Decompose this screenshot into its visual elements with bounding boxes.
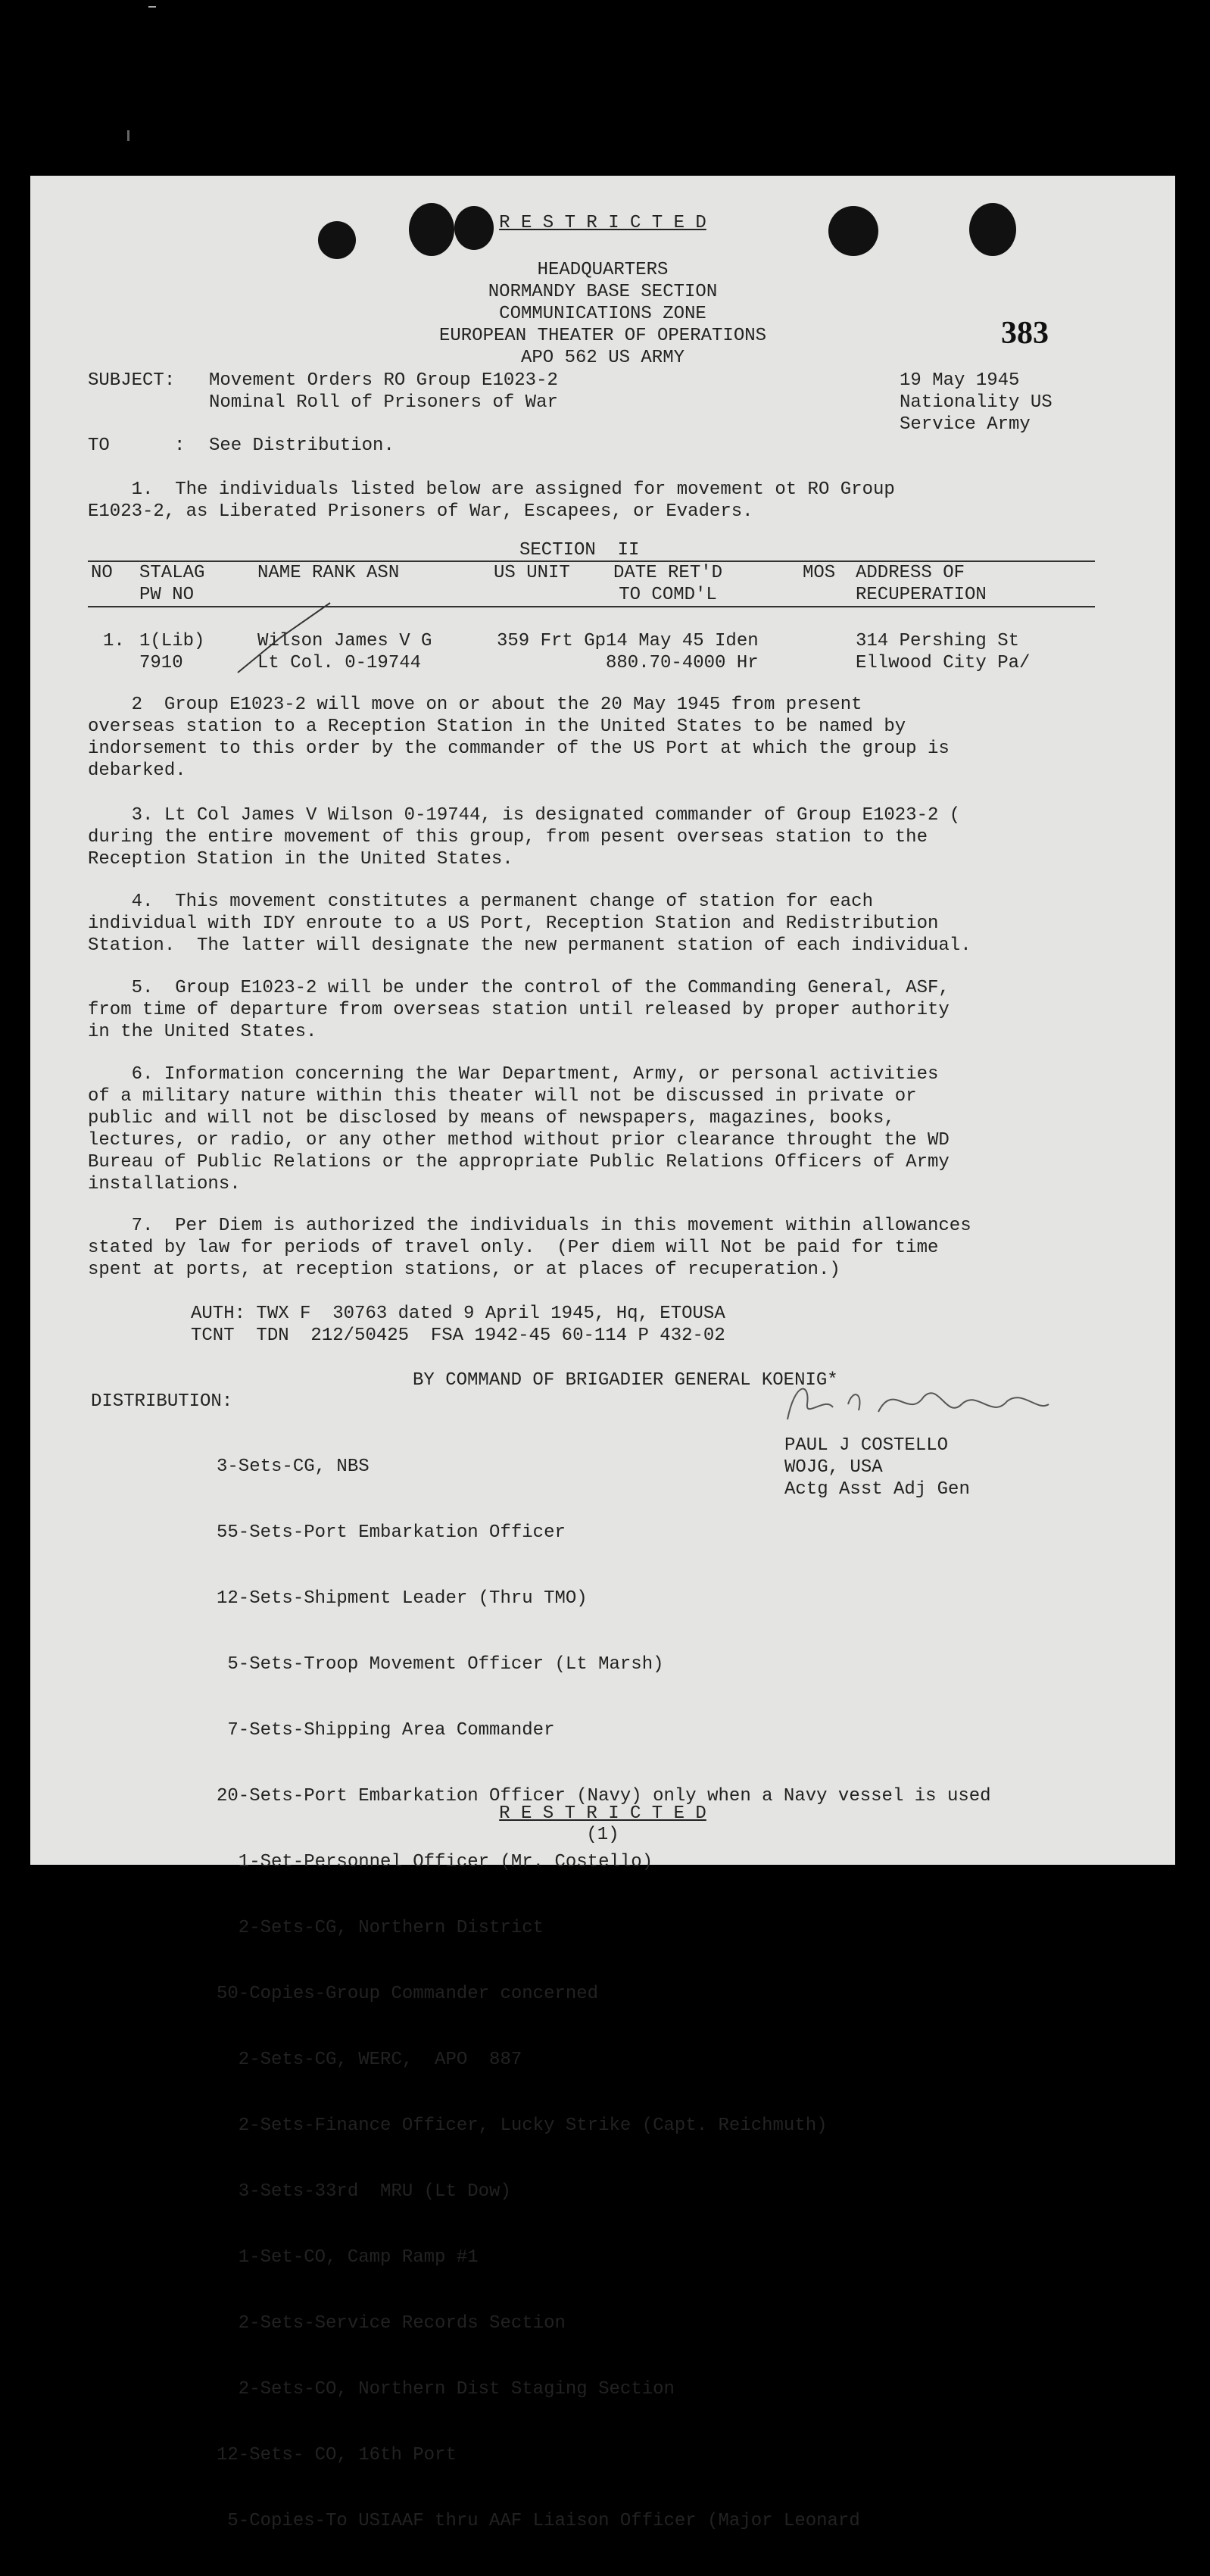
subject-line: Movement Orders RO Group E1023-2 xyxy=(209,370,558,391)
col-header-no: NO xyxy=(91,563,113,583)
to-colon: : xyxy=(174,436,186,456)
subject-label: SUBJECT: xyxy=(88,370,176,391)
col-header-name: NAME RANK ASN xyxy=(257,563,400,583)
distribution-list xyxy=(217,1412,991,2576)
col-header-address: ADDRESS OF RECUPERATION xyxy=(856,563,987,605)
distribution-item: 20-Sets-Port Embarkation Officer (Navy) only when a Navy vessel is used xyxy=(217,1786,991,1806)
service: Service Army xyxy=(900,414,1031,435)
authority-line: AUTH: TWX F 30763 dated 9 April 1945, Hq, ETOUSA TCNT TDN 212/50425 FSA 1942-45 60-114 P 432-02 xyxy=(191,1304,725,1346)
handwritten-signature xyxy=(780,1374,1053,1435)
distribution-item: 2-Sets-CO, Northern Dist Staging Section xyxy=(217,2379,675,2400)
paragraph-6: 6. Information concerning the War Department, Army, or personal activities of a military nature within this theater will not be discussed in private or public and will not be disclosed by means of newspapers, magazines, books, lectures, or radio, or any other method without prior clearance throught the WD Bureau of Public Relations or the appropriate Public Relations Officers of Army installations. xyxy=(88,1064,950,1194)
scan-mark xyxy=(127,130,129,141)
signer-rank: WOJG, USA xyxy=(784,1457,883,1478)
distribution-item: 5-Copies-To USIAAF thru AAF Liaison Officer (Major Leonard xyxy=(217,2511,860,2531)
distribution-item: 2-Sets-CG, Northern District xyxy=(217,1918,544,1938)
header-line: APO 562 US ARMY xyxy=(520,348,685,368)
col-header-mos: MOS xyxy=(803,563,836,583)
paragraph-1: 1. The individuals listed below are assigned for movement ot RO Group E1023-2, as Liberated Prisoners of War, Escapees, or Evaders. xyxy=(88,479,895,522)
distribution-item: 3-Sets-CG, NBS xyxy=(217,1457,370,1477)
header-line: NORMANDY BASE SECTION xyxy=(488,282,718,302)
signer-title: Actg Asst Adj Gen xyxy=(784,1479,970,1500)
row-date: 14 May 45 Iden 880.70-4000 Hr xyxy=(606,631,759,673)
distribution-item: 2-Sets-CG, WERC, APO 887 xyxy=(217,2050,522,2070)
paragraph-7: 7. Per Diem is authorized the individuals in this movement within allowances stated by law for periods of travel only. (Per diem will Not be paid for time spent at ports, at reception stations, or at places of recuperation.) xyxy=(88,1216,971,1280)
row-no: 1. xyxy=(103,631,125,651)
distribution-item: 3-Sets-33rd MRU (Lt Dow) xyxy=(217,2181,511,2202)
distribution-item: 12-Sets-Shipment Leader (Thru TMO) xyxy=(217,1588,588,1609)
col-header-unit: US UNIT xyxy=(494,563,570,583)
row-stalag: 1(Lib) 7910 xyxy=(139,631,205,673)
paragraph-5: 5. Group E1023-2 will be under the control of the Commanding General, ASF, from time of departure from overseas station until released by proper authority in the United States. xyxy=(88,978,950,1042)
to-label: TO xyxy=(88,436,110,456)
classification-top: R E S T R I C T E D xyxy=(499,213,706,233)
scan-mark xyxy=(148,6,156,8)
header-line: EUROPEAN THEATER OF OPERATIONS xyxy=(438,326,767,346)
row-unit: 359 Frt Gp xyxy=(497,631,607,651)
footer-page: (1) xyxy=(586,1825,619,1845)
distribution-item: 50-Copies-Group Commander concerned xyxy=(217,1984,599,2004)
header-line: COMMUNICATIONS ZONE xyxy=(499,304,706,324)
command-line: BY COMMAND OF BRIGADIER GENERAL KOENIG* xyxy=(413,1370,838,1391)
distribution-label: DISTRIBUTION: xyxy=(91,1391,233,1412)
paragraph-4: 4. This movement constitutes a permanent change of station for each individual with IDY enroute to a US Port, Reception Station and Redistribution Station. The latter will designate the new permanent station of each individual. xyxy=(88,891,971,956)
distribution-item: 7-Sets-Shipping Area Commander xyxy=(217,1720,555,1741)
document-page xyxy=(30,176,1175,2531)
subject-line: Nominal Roll of Prisoners of War xyxy=(209,392,558,413)
signer-name: PAUL J COSTELLO xyxy=(784,1435,949,1456)
col-header-date: DATE RET'D TO COMD'L xyxy=(613,563,723,605)
date: 19 May 1945 xyxy=(900,370,1020,391)
page-number-stamp: 383 xyxy=(1001,316,1049,351)
distribution-item: 2-Sets-Finance Officer, Lucky Strike (Capt. Reichmuth) xyxy=(217,2115,828,2136)
section-title: SECTION II xyxy=(519,540,640,560)
paragraph-2: 2 Group E1023-2 will move on or about the 20 May 1945 from present overseas station to a Reception Station in the United States to be named by indorsement to this order by the commander of the US Port at which the group is debarked. xyxy=(88,695,950,781)
paragraph-3: 3. Lt Col James V Wilson 0-19744, is designated commander of Group E1023-2 ( during the entire movement of this group, from pesent overseas station to the Reception Station in the United States. xyxy=(88,805,961,870)
pen-check-mark xyxy=(235,600,333,676)
distribution-item: 5-Sets-Troop Movement Officer (Lt Marsh) xyxy=(217,1654,664,1675)
col-header-stalag: STALAG PW NO xyxy=(139,563,205,605)
classification-bottom: R E S T R I C T E D xyxy=(499,1803,706,1824)
distribution-item: 2-Sets-Service Records Section xyxy=(217,2313,566,2334)
to-value: See Distribution. xyxy=(209,436,394,456)
row-address: 314 Pershing St Ellwood City Pa/ xyxy=(856,631,1031,673)
header-line: HEADQUARTERS xyxy=(537,260,669,280)
distribution-item: 1-Set-Personnel Officer (Mr. Costello) xyxy=(217,1852,653,1872)
nationality: Nationality US xyxy=(900,392,1053,413)
row-name: Wilson James V G Lt Col. 0-19744 xyxy=(257,631,432,673)
distribution-item: 12-Sets- CO, 16th Port xyxy=(217,2445,457,2465)
distribution-item: 55-Sets-Port Embarkation Officer xyxy=(217,1522,566,1543)
distribution-item: 1-Set-CO, Camp Ramp #1 xyxy=(217,2247,479,2268)
